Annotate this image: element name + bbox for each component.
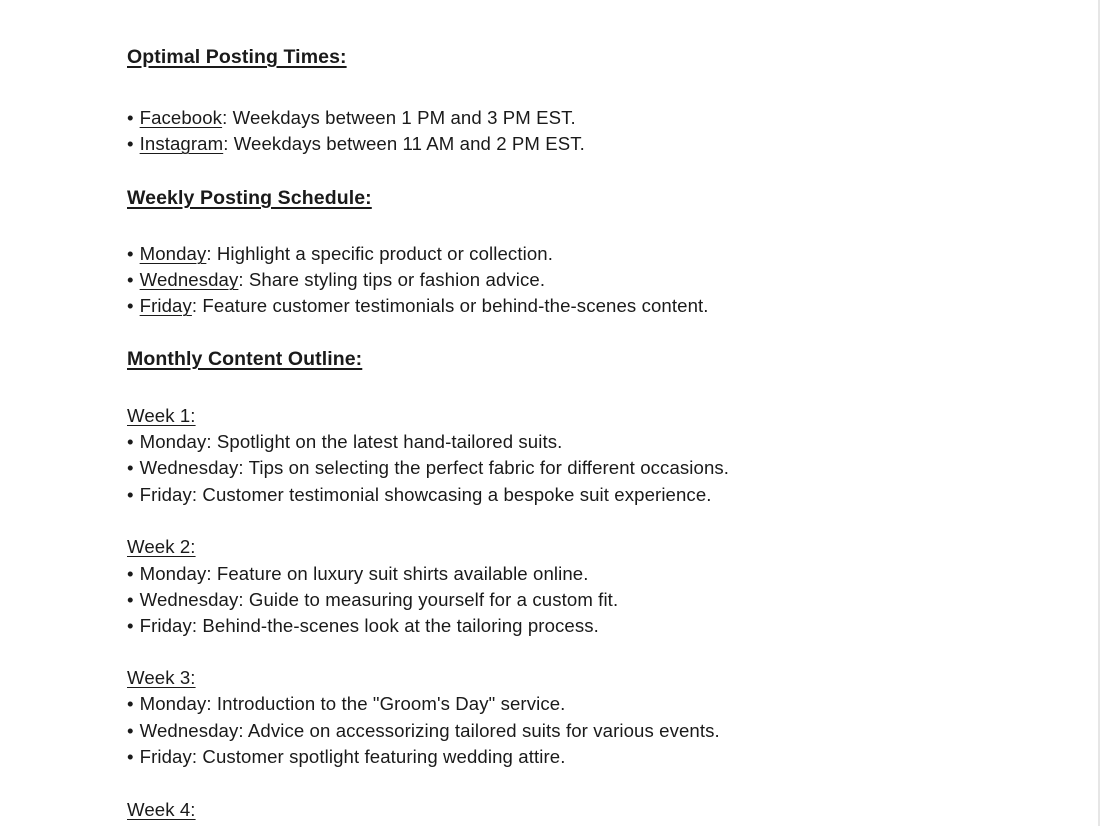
list-item bbox=[127, 589, 618, 611]
day-label-wednesday: Wednesday bbox=[139, 269, 239, 290]
list-item-facebook bbox=[127, 107, 576, 129]
bullet: • bbox=[127, 431, 134, 452]
content-item-text: Monday: Spotlight on the latest hand-tailored suits. bbox=[139, 431, 563, 452]
list-item-friday bbox=[127, 295, 709, 317]
bullet: • bbox=[127, 269, 134, 290]
posting-time-text: : Weekdays between 11 AM and 2 PM EST. bbox=[223, 133, 585, 154]
bullet: • bbox=[127, 107, 134, 128]
list-item bbox=[127, 563, 589, 585]
list-item bbox=[127, 615, 599, 637]
bullet: • bbox=[127, 133, 134, 154]
content-item-text: Friday: Customer testimonial showcasing a bespoke suit experience. bbox=[139, 484, 712, 505]
list-item bbox=[127, 431, 562, 453]
content-item-text: Wednesday: Guide to measuring yourself for a custom fit. bbox=[139, 589, 619, 610]
list-item-wednesday bbox=[127, 269, 545, 291]
bullet: • bbox=[127, 295, 134, 316]
posting-time-text: : Weekdays between 1 PM and 3 PM EST. bbox=[222, 107, 576, 128]
content-item-text: Monday: Feature on luxury suit shirts available online. bbox=[139, 563, 589, 584]
bullet: • bbox=[127, 563, 134, 584]
schedule-text: : Highlight a specific product or collection. bbox=[206, 243, 553, 264]
bullet: • bbox=[127, 457, 134, 478]
list-item bbox=[127, 720, 720, 742]
day-label-friday: Friday bbox=[139, 295, 192, 316]
week-title-4: Week 4: bbox=[127, 799, 196, 820]
list-item-instagram bbox=[127, 133, 585, 155]
bullet: • bbox=[127, 746, 134, 767]
bullet: • bbox=[127, 589, 134, 610]
week-title-2: Week 2: bbox=[127, 536, 196, 557]
bullet: • bbox=[127, 243, 134, 264]
list-item bbox=[127, 484, 712, 506]
platform-label-facebook: Facebook bbox=[139, 107, 223, 128]
schedule-text: : Feature customer testimonials or behind-the-scenes content. bbox=[191, 295, 709, 316]
section-heading-weekly-posting-schedule: Weekly Posting Schedule: bbox=[127, 187, 372, 209]
section-heading-optimal-posting-times: Optimal Posting Times: bbox=[127, 46, 347, 68]
week-title-3: Week 3: bbox=[127, 667, 196, 688]
bullet: • bbox=[127, 615, 134, 636]
list-item bbox=[127, 746, 565, 768]
bullet: • bbox=[127, 484, 134, 505]
bullet: • bbox=[127, 693, 134, 714]
schedule-text: : Share styling tips or fashion advice. bbox=[238, 269, 546, 290]
list-item bbox=[127, 693, 565, 715]
bullet: • bbox=[127, 720, 134, 741]
section-heading-monthly-content-outline: Monthly Content Outline: bbox=[127, 348, 363, 370]
day-label-monday: Monday bbox=[139, 243, 207, 264]
week-title-1: Week 1: bbox=[127, 405, 196, 426]
content-item-text: Wednesday: Tips on selecting the perfect fabric for different occasions. bbox=[139, 457, 730, 478]
list-item bbox=[127, 457, 729, 479]
content-item-text: Friday: Behind-the-scenes look at the tailoring process. bbox=[139, 615, 599, 636]
platform-label-instagram: Instagram bbox=[139, 133, 224, 154]
list-item-monday bbox=[127, 243, 553, 265]
content-item-text: Monday: Introduction to the "Groom's Day" service. bbox=[139, 693, 566, 714]
content-item-text: Wednesday: Advice on accessorizing tailored suits for various events. bbox=[139, 720, 720, 741]
content-item-text: Friday: Customer spotlight featuring wedding attire. bbox=[139, 746, 566, 767]
